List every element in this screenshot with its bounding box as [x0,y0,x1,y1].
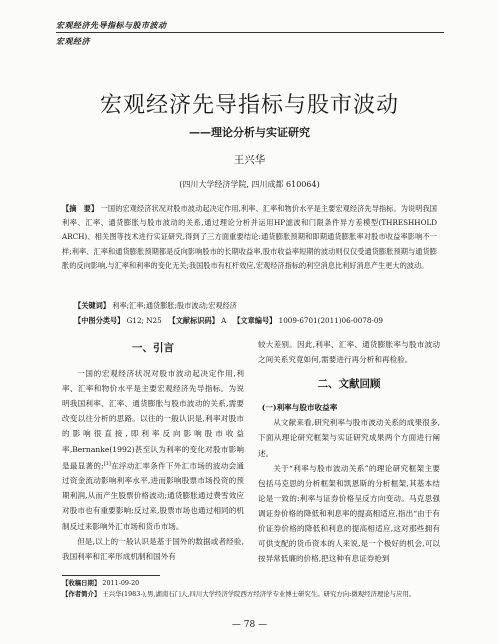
paper-subtitle: ——理论分析与实证研究 [189,126,310,139]
received-date: 2011-09-20 [102,579,140,587]
intro-paragraph-1 [62,366,244,534]
author-name: 王兴华 [233,154,266,166]
section-heading-introduction: 一、引言 [132,342,174,354]
right-column [258,337,440,566]
keywords-label: 【关键词】 [74,301,110,310]
doc-code-value: A [221,316,227,325]
intro-paragraph-2: 但是,以上的一般认识是基于国外的数据或者经验,我国利率和汇率形成机制和国外有 [62,536,244,561]
keywords-line [74,301,237,311]
article-id-value: 1009-6701(2011)06-0078-09 [278,316,383,325]
review-paragraph-1: 从文献来看,研究利率与股市波动关系的成果很多,下面从理论研究框架与实证研究成果两个方面进行阐述。 [258,418,440,458]
running-header-title: 宏观经济先导指标与股市波动 [56,20,167,30]
footnote-author-bio [62,589,440,600]
keywords-text: 利率;汇率;通货膨胀;股市波动;宏观经济 [112,301,237,310]
abstract-label: 【摘 要】 [62,204,99,213]
intro-paragraph-2-cont: 较大差别。因此,利率、汇率、通货膨胀率与股市波动之间关系究竟如何,需要进行再分析和再检验。 [258,340,440,365]
abstract-block [62,202,437,273]
review-paragraph-2: 关于“利率与股市波动关系”的理论研究框架主要包括马克思的分析框架和凯恩斯的分析框架,其基本结论是一致的:利率与证券价格呈反方向变动。马克思强调证券价格的降低和利息率的提高相适应,指出“由于有价证券价格的降低和利息的提高相适应,这对那些拥有可供支配的货币资本的人来说,是一个极好的机会,可以按异常低廉的价格,把这种有息证券抢到 [258,463,440,564]
clc-label: 【中图分类号】 [74,316,125,325]
header-divider [56,32,444,33]
paper-title: 宏观经济先导指标与股市波动 [99,93,399,118]
author-bio-label: 【作者简介】 [62,590,101,598]
clc-value: G12; N25 [126,316,162,325]
subsection-heading-interest-rate: (一)利率与股市收益率 [261,403,338,413]
footnote-divider [62,575,160,576]
intro-paragraph-1-text: 一国的宏观经济状况对股市波动起决定作用,利率、汇率和物价水平是主要宏观经济先导指标。为说明我国利率、汇率、通货膨胀与股市波动的关系,需要改变以往分析的思路。以往的一般认识是,利率对股市的影响很直接,即利率反向影响股市收益率,Bernanke(1992)甚至认为利率的变化对股市影响是最显著的; [62,369,244,471]
intro-paragraph-1-cont: 在浮动汇率条件下外汇市场的波动会通过资金流动影响利率水平,进而影响股票市场投资的预期利润,从而产生股票价格波动;通货膨胀通过费雪效应对股市也有重要影响;反过来,股票市场也通过相同的机制反过来影响外汇市场和货币市场。 [62,461,245,531]
citation-marker: [1] [103,460,111,467]
page-number: — 78 — [231,620,268,630]
classification-line [74,316,383,326]
section-heading-literature-review: 二、文献回顾 [317,378,381,391]
left-column [62,337,244,564]
footnote-received [62,578,440,589]
received-label: 【收稿日期】 [62,579,101,587]
abstract-text: 一国的宏观经济状况对股市波动起决定作用,利率、汇率和物价水平是主要宏观经济先导指标。为说明我国利率、汇率、通货膨胀与股市波动的关系,通过理论分析并运用HP滤波和门限条件异方差模型(THRESHHOLD ARCH)、相关图等技术进行实证研究,得到了三方面重要结论:通货膨胀预期和即期通货膨胀率对股市收益率影响不一样;利率、汇率和通货膨胀预期都是反向影响股市的长期收益率,股市收益率短期的波动则仅仅受通货膨胀预期与通货膨胀的反向影响,与汇率和利率的变化无关;我国股市有杠杆效应,宏观经济指标的利空消息比利好消息产生更大的波动。 [62,204,437,270]
author-affiliation: (四川大学经济学院, 四川成都 610064) [179,180,320,189]
running-header-section: 宏观经济 [56,36,90,46]
author-bio-text: 王兴华(1983-),男,湖南石门人,四川大学经济学院西方经济学专业博士研究生。研究方向:微观经济理论与应用。 [102,590,416,598]
article-id-label: 【文章编号】 [233,316,277,325]
doc-code-label: 【文献标识码】 [168,316,219,325]
